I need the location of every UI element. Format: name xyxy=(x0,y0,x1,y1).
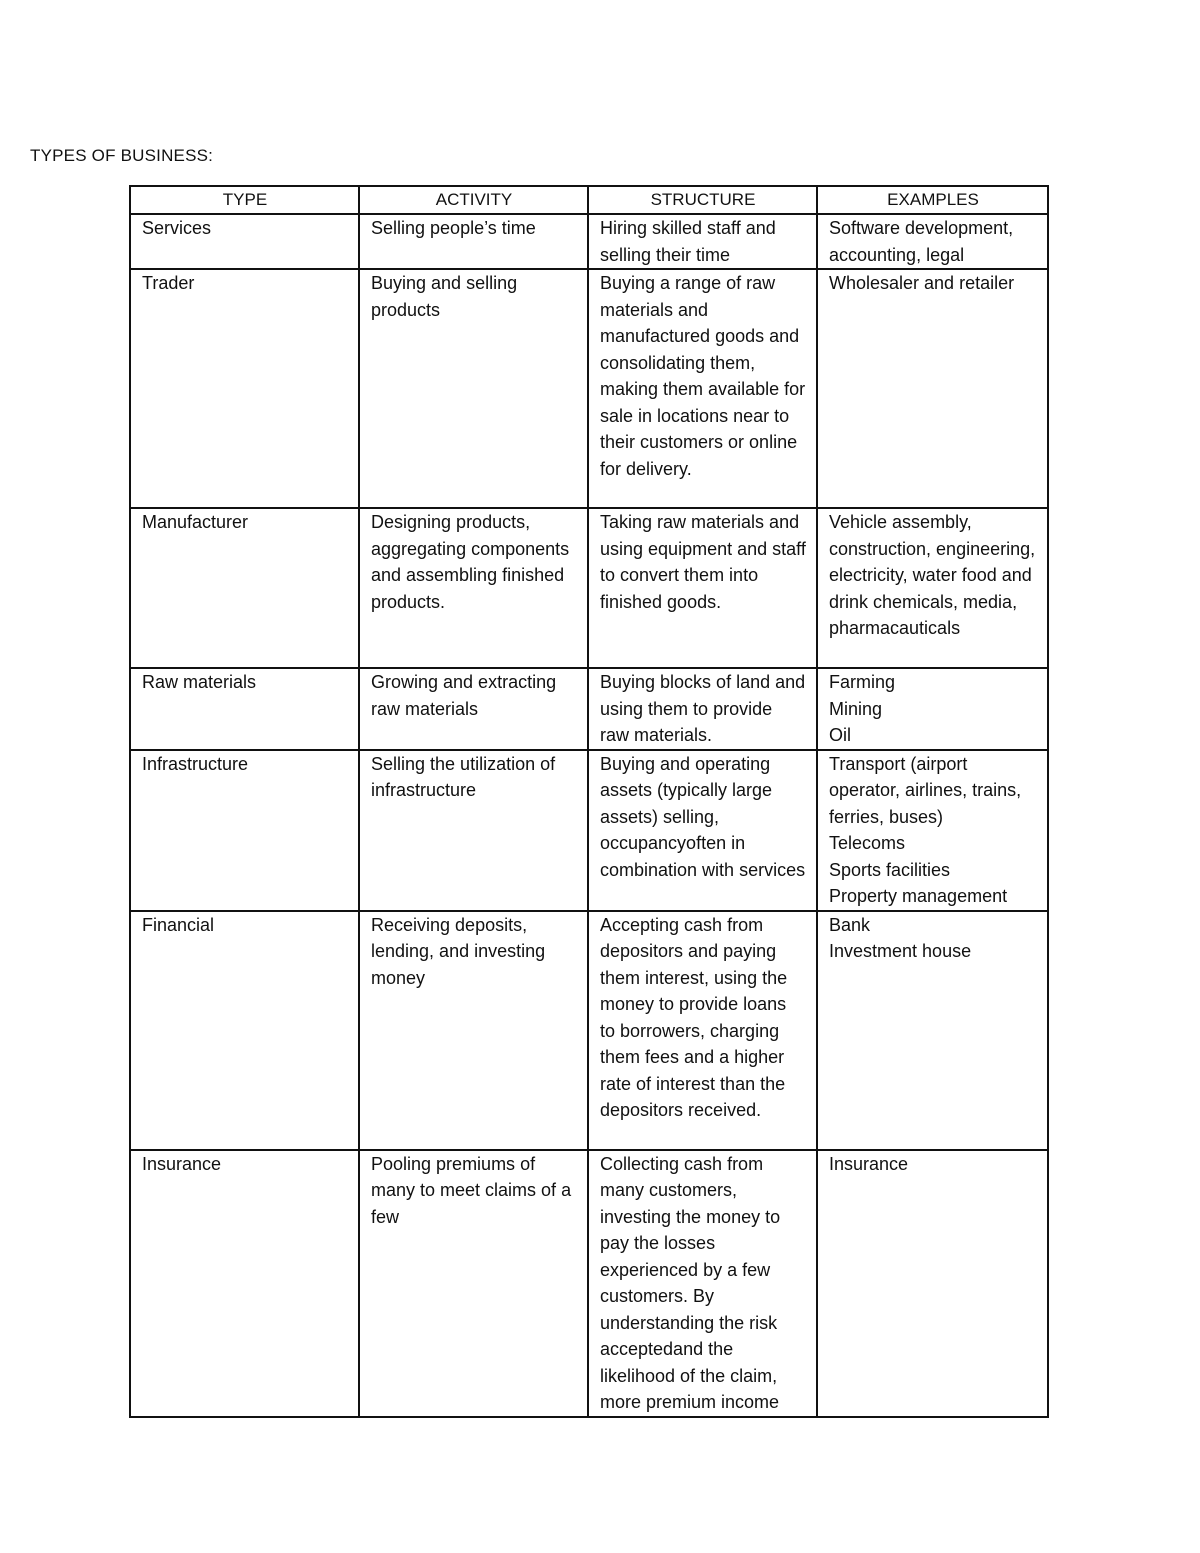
examples-cell: Vehicle assembly, construction, engineering, electricity, water food and drink chemicals, media, pharmacauticals xyxy=(817,508,1048,668)
column-header-examples: EXAMPLES xyxy=(817,186,1048,214)
activity-cell: Pooling premiums of many to meet claims of a few xyxy=(359,1150,588,1417)
type-cell: Raw materials xyxy=(130,668,359,750)
structure-cell: Taking raw materials and using equipment and staff to convert them into finished goods. xyxy=(588,508,817,668)
type-cell: Manufacturer xyxy=(130,508,359,668)
structure-cell: Accepting cash from depositors and paying them interest, using the money to provide loans to borrowers, charging them fees and a higher rate of interest than the depositors received. xyxy=(588,911,817,1150)
activity-cell: Growing and extracting raw materials xyxy=(359,668,588,750)
activity-cell: Selling people’s time xyxy=(359,214,588,269)
table-row xyxy=(130,750,1048,911)
table-row xyxy=(130,911,1048,1150)
table-row xyxy=(130,1150,1048,1417)
structure-cell: Collecting cash from many customers, investing the money to pay the losses experienced by a few customers. By understanding the risk acceptedand the likelihood of the claim, more premium income xyxy=(588,1150,817,1417)
structure-cell: Buying and operating assets (typically large assets) selling, occupancyoften in combination with services xyxy=(588,750,817,911)
examples-cell: Wholesaler and retailer xyxy=(817,269,1048,508)
column-header-type: TYPE xyxy=(130,186,359,214)
structure-cell: Buying a range of raw materials and manufactured goods and consolidating them, making them available for sale in locations near to their customers or online for delivery. xyxy=(588,269,817,508)
examples-cell: Insurance xyxy=(817,1150,1048,1417)
column-header-structure: STRUCTURE xyxy=(588,186,817,214)
activity-cell: Selling the utilization of infrastructure xyxy=(359,750,588,911)
column-header-activity: ACTIVITY xyxy=(359,186,588,214)
table-row xyxy=(130,508,1048,668)
activity-cell: Designing products, aggregating components and assembling finished products. xyxy=(359,508,588,668)
examples-cell: Transport (airport operator, airlines, trains, ferries, buses) Telecoms Sports facilities Property management xyxy=(817,750,1048,911)
activity-cell: Receiving deposits, lending, and investing money xyxy=(359,911,588,1150)
table-row xyxy=(130,214,1048,269)
table-header-row xyxy=(130,186,1048,214)
type-cell: Financial xyxy=(130,911,359,1150)
structure-cell: Buying blocks of land and using them to provide raw materials. xyxy=(588,668,817,750)
type-cell: Infrastructure xyxy=(130,750,359,911)
examples-cell: Software development, accounting, legal xyxy=(817,214,1048,269)
type-cell: Insurance xyxy=(130,1150,359,1417)
type-cell: Services xyxy=(130,214,359,269)
business-types-table xyxy=(129,185,1049,1418)
type-cell: Trader xyxy=(130,269,359,508)
structure-cell: Hiring skilled staff and selling their time xyxy=(588,214,817,269)
page-title: TYPES OF BUSINESS: xyxy=(30,146,214,165)
table-row xyxy=(130,668,1048,750)
examples-cell: Bank Investment house xyxy=(817,911,1048,1150)
table-row xyxy=(130,269,1048,508)
examples-cell: Farming Mining Oil xyxy=(817,668,1048,750)
activity-cell: Buying and selling products xyxy=(359,269,588,508)
